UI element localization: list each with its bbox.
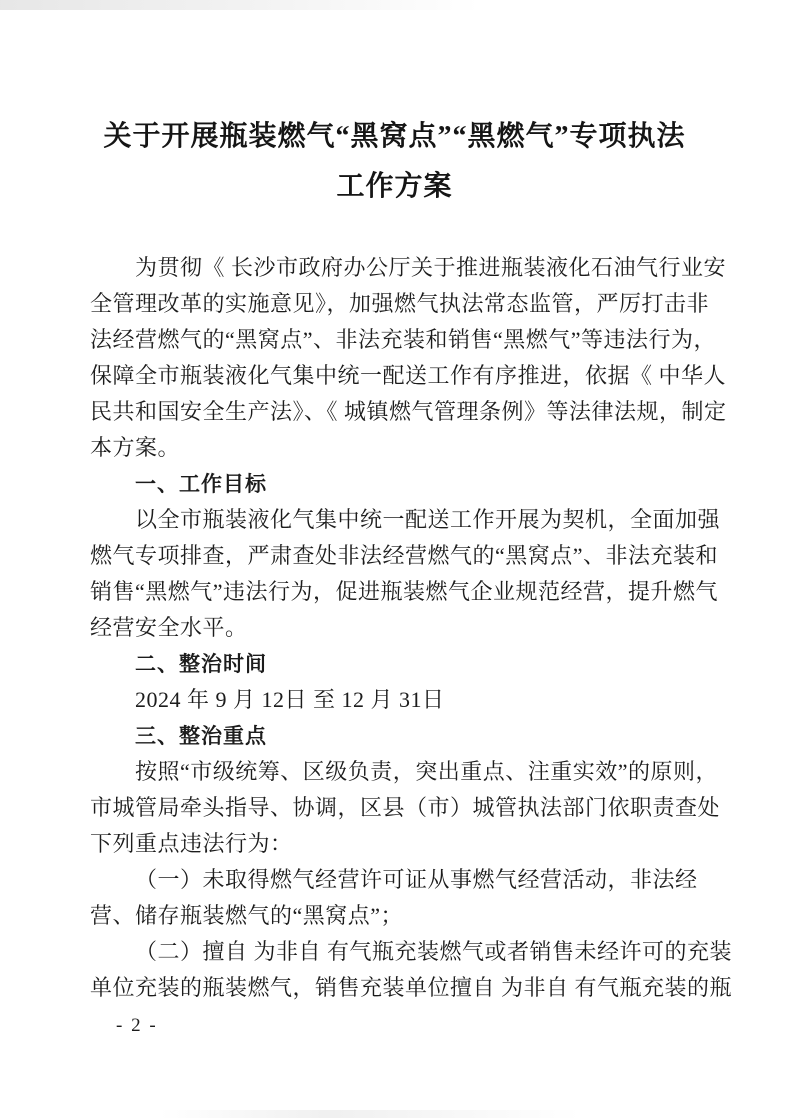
document-body	[90, 250, 733, 1006]
document-line: 燃气专项排查，严肃查处非法经营燃气的“黑窝点”、非法充装和	[90, 543, 719, 568]
document-line: 保障全市瓶装液化气集中统一配送工作有序推进，依据《 中华人	[90, 363, 727, 388]
document-line: 民共和国安全生产法》、《 城镇燃气管理条例》等法律法规，制定	[90, 399, 727, 424]
document-line: 市城管局牵头指导、协调，区县（市）城管执法部门依职责查处	[90, 795, 721, 820]
date-range-line: 2024 年 9 月 12日 至 12 月 31日	[135, 687, 445, 712]
document-line: 销售“黑燃气”违法行为，促进瓶装燃气企业规范经营，提升燃气	[90, 579, 719, 604]
scan-artifact-top	[0, 0, 480, 10]
section-heading-2: 二、整治时间	[135, 652, 267, 676]
document-line: 营、储存瓶装燃气的“黑窝点”；	[90, 903, 404, 928]
document-line: 下列重点违法行为：	[90, 831, 293, 856]
document-title-line2: 工作方案	[336, 171, 453, 202]
document-line: 单位充装的瓶装燃气，销售充装单位擅自 为非自 有气瓶充装的瓶	[90, 975, 733, 1000]
section-heading-1: 一、工作目标	[135, 472, 267, 496]
document-line: 为贯彻《 长沙市政府办公厅关于推进瓶装液化石油气行业安	[135, 255, 727, 280]
document-line: 本方案。	[90, 435, 181, 460]
document-line: （一）未取得燃气经营许可证从事燃气经营活动，非法经	[135, 867, 698, 892]
document-line: 全管理改革的实施意见》，加强燃气执法常态监管，严厉打击非	[90, 291, 710, 316]
document-line: （二）擅自 为非自 有气瓶充装燃气或者销售未经许可的充装	[135, 939, 733, 964]
page-number: - 2 -	[116, 1015, 158, 1036]
document-line: 法经营燃气的“黑窝点”、非法充装和销售“黑燃气”等违法行为，	[90, 327, 717, 352]
document-line: 经营安全水平。	[90, 615, 248, 640]
document-line: 以全市瓶装液化气集中统一配送工作开展为契机，全面加强	[135, 507, 721, 532]
section-heading-3: 三、整治重点	[135, 724, 267, 748]
document-title-line1: 关于开展瓶装燃气“黑窝点”“黑燃气”专项执法	[103, 121, 686, 152]
document-line: 按照“市级统筹、区级负责，突出重点、注重实效”的原则，	[135, 759, 719, 784]
document-title	[45, 112, 744, 212]
scan-artifact-bottom	[160, 1110, 580, 1118]
